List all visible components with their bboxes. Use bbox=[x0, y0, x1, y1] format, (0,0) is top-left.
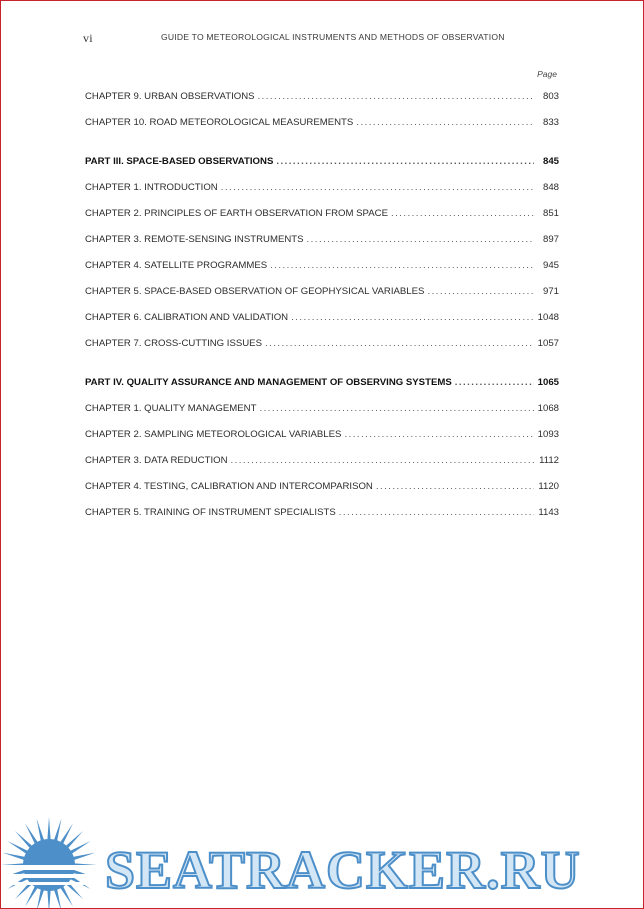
toc-entry[interactable] bbox=[85, 312, 559, 325]
toc-entry[interactable] bbox=[85, 234, 559, 247]
dot-leader bbox=[391, 208, 534, 219]
toc-entry[interactable] bbox=[85, 429, 559, 442]
toc-entry-page: 945 bbox=[542, 260, 559, 271]
toc-entry-label: CHAPTER 3. REMOTE-SENSING INSTRUMENTS bbox=[85, 234, 304, 245]
toc-part-entry[interactable] bbox=[85, 156, 559, 169]
toc-entry[interactable] bbox=[85, 260, 559, 273]
toc-entry[interactable] bbox=[85, 91, 559, 104]
dot-leader bbox=[231, 455, 535, 466]
toc-entry[interactable] bbox=[85, 455, 559, 468]
toc-entry-page: 1093 bbox=[537, 429, 559, 440]
toc-entry-page: 1057 bbox=[537, 338, 559, 349]
toc-entry-page: 1048 bbox=[537, 312, 559, 323]
dot-leader bbox=[344, 429, 534, 440]
toc-entry-label: CHAPTER 9. URBAN OBSERVATIONS bbox=[85, 91, 255, 102]
dot-leader bbox=[265, 338, 534, 349]
dot-leader bbox=[307, 234, 534, 245]
toc-entry-label: CHAPTER 4. SATELLITE PROGRAMMES bbox=[85, 260, 268, 271]
toc-entry-label: PART III. SPACE-BASED OBSERVATIONS bbox=[85, 156, 274, 167]
toc-entry-label: CHAPTER 6. CALIBRATION AND VALIDATION bbox=[85, 312, 289, 323]
toc-entry-page: 1120 bbox=[538, 481, 559, 492]
toc-entry[interactable] bbox=[85, 507, 559, 520]
toc-entry-page: 845 bbox=[542, 156, 559, 167]
toc-entry-label: CHAPTER 1. QUALITY MANAGEMENT bbox=[85, 403, 257, 414]
guide-title: GUIDE TO METEOROLOGICAL INSTRUMENTS AND METHODS OF OBSERVATION bbox=[161, 32, 505, 42]
toc-entry-label: CHAPTER 5. TRAINING OF INSTRUMENT SPECIALISTS bbox=[85, 507, 336, 518]
toc-entry-label: PART IV. QUALITY ASSURANCE AND MANAGEMENT OF OBSERVING SYSTEMS bbox=[85, 377, 452, 388]
toc-entry-page: 1068 bbox=[537, 403, 559, 414]
dot-leader bbox=[339, 507, 534, 518]
toc-entry-label: CHAPTER 2. SAMPLING METEOROLOGICAL VARIABLES bbox=[85, 429, 342, 440]
page-folio: vi bbox=[83, 31, 93, 45]
toc-entry-page: 1065 bbox=[537, 377, 559, 388]
toc-entry[interactable] bbox=[85, 182, 559, 195]
toc-entry-page: 1143 bbox=[538, 507, 559, 518]
dot-leader bbox=[221, 182, 534, 193]
toc-entry-label: CHAPTER 10. ROAD METEOROLOGICAL MEASUREMENTS bbox=[85, 117, 354, 128]
dot-leader bbox=[270, 260, 534, 271]
toc-entry-page: 897 bbox=[542, 234, 559, 245]
dot-leader bbox=[259, 403, 534, 414]
page-column-label: Page bbox=[537, 69, 557, 79]
toc-entry[interactable] bbox=[85, 286, 559, 299]
toc-entry-page: 1112 bbox=[539, 455, 559, 466]
dot-leader bbox=[276, 156, 534, 167]
dot-leader bbox=[291, 312, 534, 323]
toc-entry[interactable] bbox=[85, 403, 559, 416]
toc-entry[interactable] bbox=[85, 117, 559, 130]
dot-leader bbox=[258, 91, 534, 102]
dot-leader bbox=[376, 481, 534, 492]
toc-entry-label: CHAPTER 4. TESTING, CALIBRATION AND INTERCOMPARISON bbox=[85, 481, 373, 492]
toc-entry-label: CHAPTER 2. PRINCIPLES OF EARTH OBSERVATION FROM SPACE bbox=[85, 208, 388, 219]
dot-leader bbox=[356, 117, 534, 128]
toc-entry-page: 803 bbox=[542, 91, 559, 102]
toc-entry[interactable] bbox=[85, 481, 559, 494]
table-of-contents bbox=[85, 91, 559, 520]
toc-entry-label: CHAPTER 7. CROSS-CUTTING ISSUES bbox=[85, 338, 262, 349]
dot-leader bbox=[427, 286, 534, 297]
toc-entry-label: CHAPTER 1. INTRODUCTION bbox=[85, 182, 218, 193]
running-head bbox=[83, 31, 561, 47]
toc-entry-label: CHAPTER 5. SPACE-BASED OBSERVATION OF GEOPHYSICAL VARIABLES bbox=[85, 286, 425, 297]
dot-leader bbox=[455, 377, 534, 388]
toc-entry-page: 851 bbox=[542, 208, 559, 219]
toc-entry-label: CHAPTER 3. DATA REDUCTION bbox=[85, 455, 228, 466]
toc-entry-page: 848 bbox=[542, 182, 559, 193]
toc-part-entry[interactable] bbox=[85, 377, 559, 390]
toc-entry-page: 971 bbox=[542, 286, 559, 297]
toc-entry[interactable] bbox=[85, 208, 559, 221]
watermark-text: SEATRACKER.RU bbox=[105, 840, 581, 900]
toc-entry-page: 833 bbox=[542, 117, 559, 128]
toc-entry[interactable] bbox=[85, 338, 559, 351]
